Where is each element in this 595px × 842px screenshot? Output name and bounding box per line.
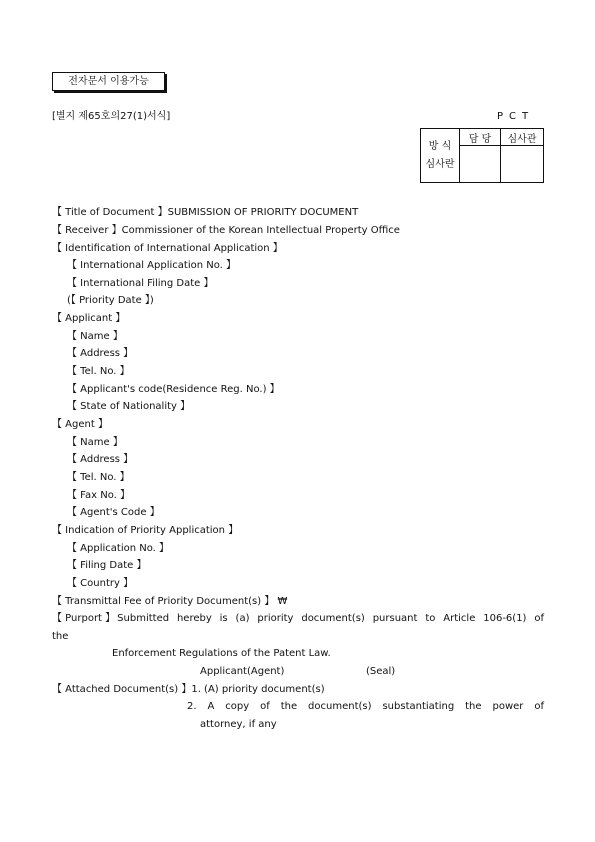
agent-tel-field: 【 Tel. No. 】 — [67, 472, 130, 483]
priority-filing-date-field: 【 Filing Date 】 — [67, 560, 147, 571]
attached-label: 【 Attached Document(s) 】 — [52, 684, 192, 695]
review-row-label — [421, 129, 460, 183]
transmittal-fee-field: 【 Transmittal Fee of Priority Document(s) 】 ₩ — [52, 596, 288, 607]
attached-item-1: 1. (A) priority document(s) — [191, 684, 325, 695]
attached-documents-field — [52, 683, 325, 696]
agent-fax-field: 【 Fax No. 】 — [67, 490, 131, 501]
agent-heading: 【 Agent 】 — [52, 419, 108, 430]
pct-label: PCT — [497, 111, 535, 122]
col-examiner-header: 심사관 — [501, 129, 544, 146]
agent-code-field: 【 Agent's Code 】 — [67, 507, 160, 518]
purport-label: 【 Purport 】 — [52, 613, 116, 624]
review-row-label-line2: 심사란 — [425, 158, 455, 170]
attached-item-2-cont: attorney, if any — [200, 719, 277, 730]
examiner-stamp-cell — [501, 146, 544, 183]
receiver-label: 【 Receiver 】 — [52, 225, 122, 236]
col-officer-header: 담 당 — [460, 129, 501, 146]
applicant-nationality-field: 【 State of Nationality 】 — [67, 401, 191, 412]
applicant-heading: 【 Applicant 】 — [52, 313, 126, 324]
title-field — [52, 206, 358, 219]
priority-app-no-field: 【 Application No. 】 — [67, 543, 170, 554]
intl-filing-date-field: 【 International Filing Date 】 — [67, 278, 214, 289]
efiling-available-badge: 전자문서 이용가능 — [52, 72, 165, 91]
agent-address-field: 【 Address 】 — [67, 454, 134, 465]
receiver-value: Commissioner of the Korean Intellectual Property Office — [121, 225, 400, 236]
purport-text: Submitted hereby is (a) priority document(s) pursuant to Article 106-6(1) of — [117, 613, 544, 624]
purport-the: the — [52, 631, 69, 642]
applicant-name-field: 【 Name 】 — [67, 331, 123, 342]
priority-indication-heading: 【 Indication of Priority Application 】 — [52, 525, 239, 536]
purport-line2: Enforcement Regulations of the Patent Law. — [112, 648, 331, 659]
title-value: SUBMISSION OF PRIORITY DOCUMENT — [167, 207, 359, 218]
agent-name-field: 【 Name 】 — [67, 437, 123, 448]
applicant-tel-field: 【 Tel. No. 】 — [67, 366, 130, 377]
title-label: 【 Title of Document 】 — [52, 207, 168, 218]
signature-seal: (Seal) — [366, 666, 396, 677]
applicant-code-field: 【 Applicant's code(Residence Reg. No.) 】 — [67, 384, 280, 395]
applicant-address-field: 【 Address 】 — [67, 348, 134, 359]
officer-stamp-cell — [460, 146, 501, 183]
review-row-label-line1: 방 식 — [428, 140, 452, 152]
priority-date-field: (【 Priority Date 】) — [67, 295, 154, 306]
priority-country-field: 【 Country 】 — [67, 578, 134, 589]
attached-item-2: 2. A copy of the document(s) substantiating the power of — [187, 701, 544, 712]
identification-heading: 【 Identification of International Application 】 — [52, 243, 283, 254]
formality-review-table — [420, 128, 544, 183]
intl-app-no-field: 【 International Application No. 】 — [67, 260, 237, 271]
form-reference: [별지 제65호의27(1)서식] — [52, 111, 171, 122]
purport-line1 — [52, 612, 544, 625]
receiver-field — [52, 224, 400, 237]
signature-applicant: Applicant(Agent) — [200, 666, 285, 677]
